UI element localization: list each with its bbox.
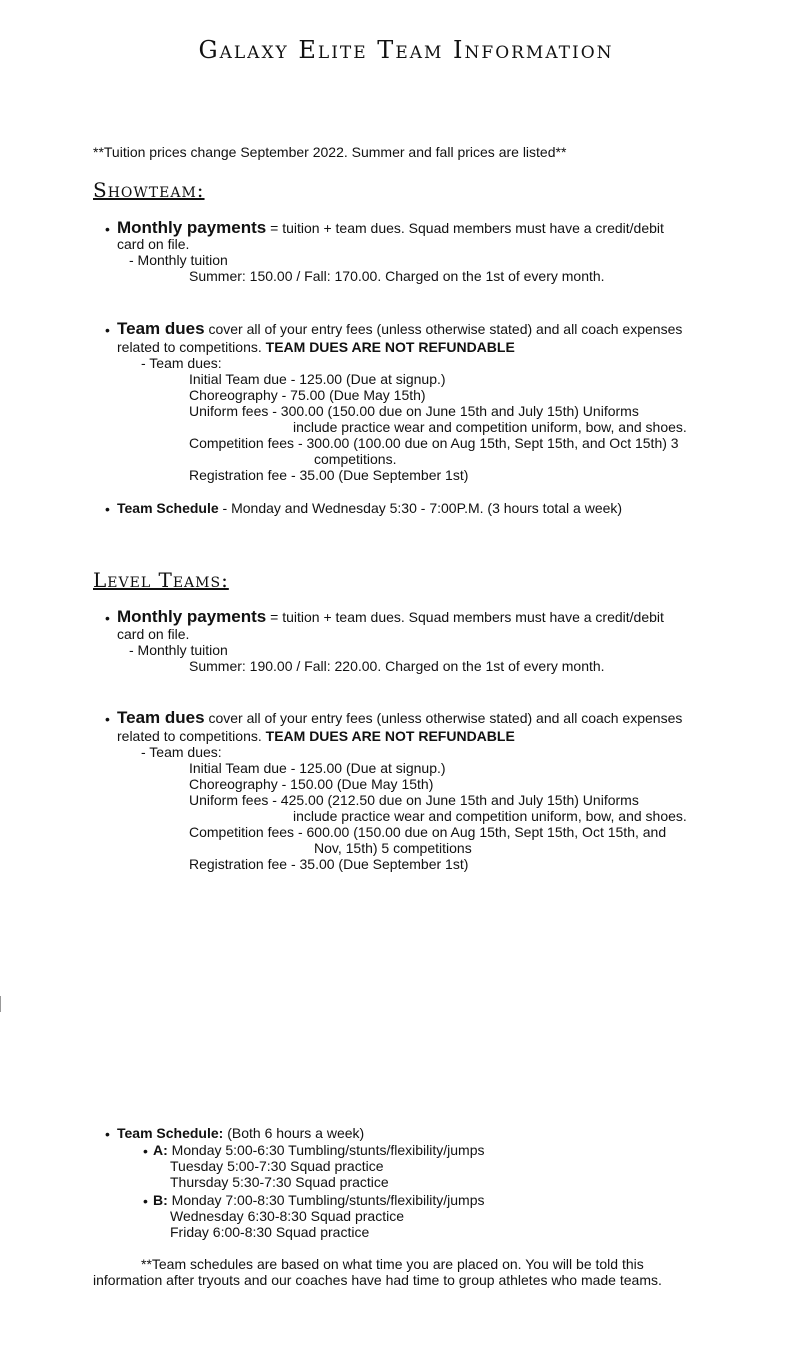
showteam-comp1: Competition fees - 300.00 (100.00 due on Aug 15th, Sept 15th, and Oct 15th) 3 (189, 435, 679, 451)
team-dues-text: cover all of your entry fees (unless otherwise stated) and all coach expenses (204, 321, 683, 337)
showteam-comp2: competitions. (314, 451, 397, 467)
level-dues-line2 (117, 728, 515, 744)
level-uniform2: include practice wear and competition uniform, bow, and shoes. (293, 808, 687, 824)
not-refundable: TEAM DUES ARE NOT REFUNDABLE (265, 339, 515, 355)
monthly-payments-text: = tuition + team dues. Squad members must have a credit/debit (266, 220, 664, 236)
level-comp2: Nov, 15th) 5 competitions (314, 840, 472, 856)
showteam-uniform2: include practice wear and competition uniform, bow, and shoes. (293, 419, 687, 435)
bullet: • (143, 1193, 148, 1209)
monthly-payments-label: Monthly payments (117, 607, 267, 626)
showteam-monthly-sub: - Monthly tuition (129, 252, 228, 268)
schedule-a-line2: Tuesday 5:00-7:30 Squad practice (170, 1158, 384, 1174)
level-heading: Level Teams: (93, 568, 229, 592)
dues-text2: related to competitions. (117, 728, 266, 744)
showteam-registration: Registration fee - 35.00 (Due September 1st) (189, 467, 469, 483)
schedule-b-line2: Wednesday 6:30-8:30 Squad practice (170, 1208, 405, 1224)
group-b-monday: Monday 7:00-8:30 Tumbling/stunts/flexibility/jumps (167, 1192, 485, 1208)
showteam-initial: Initial Team due - 125.00 (Due at signup.) (189, 371, 446, 387)
bullet: • (105, 501, 110, 517)
level-registration: Registration fee - 35.00 (Due September 1st) (189, 856, 469, 872)
group-a-monday: Monday 5:00-6:30 Tumbling/stunts/flexibility/jumps (167, 1142, 485, 1158)
monthly-payments-label: Monthly payments (117, 218, 267, 237)
schedule-text: - Monday and Wednesday 5:30 - 7:00P.M. (3 hours total a week) (218, 500, 623, 516)
schedule-b-line3: Friday 6:00-8:30 Squad practice (170, 1224, 370, 1240)
level-monthly-prices: Summer: 190.00 / Fall: 220.00. Charged on the 1st of every month. (189, 658, 605, 674)
level-comp1: Competition fees - 600.00 (150.00 due on Aug 15th, Sept 15th, Oct 15th, and (189, 824, 667, 840)
showteam-monthly-prices: Summer: 150.00 / Fall: 170.00. Charged on the 1st of every month. (189, 268, 605, 284)
group-b-label: B: (153, 1192, 168, 1208)
bullet: • (143, 1143, 148, 1159)
not-refundable: TEAM DUES ARE NOT REFUNDABLE (265, 728, 515, 744)
bullet: • (105, 322, 110, 338)
tuition-note: **Tuition prices change September 2022. Summer and fall prices are listed** (93, 144, 567, 160)
showteam-dues-line1 (117, 320, 682, 338)
level-monthly-line2: card on file. (117, 626, 190, 642)
schedule-a-line1 (153, 1142, 485, 1158)
showteam-dues-sub: - Team dues: (141, 355, 222, 371)
level-dues-line1 (117, 709, 682, 727)
bullet: • (105, 711, 110, 727)
bullet: • (105, 610, 110, 626)
team-dues-label: Team dues (117, 319, 205, 338)
page-title: Galaxy Elite Team Information (198, 36, 614, 64)
showteam-heading: Showteam: (93, 178, 205, 202)
showteam-monthly-line1 (117, 219, 664, 237)
page-edge-mark (0, 996, 1, 1012)
team-dues-label: Team dues (117, 708, 205, 727)
team-dues-text: cover all of your entry fees (unless otherwise stated) and all coach expenses (204, 710, 683, 726)
level-initial: Initial Team due - 125.00 (Due at signup.) (189, 760, 446, 776)
level-choreo: Choreography - 150.00 (Due May 15th) (189, 776, 434, 792)
showteam-monthly-line2: card on file. (117, 236, 190, 252)
monthly-payments-text: = tuition + team dues. Squad members must have a credit/debit (266, 609, 664, 625)
dues-text2: related to competitions. (117, 339, 266, 355)
schedule-label: Team Schedule: (117, 1125, 224, 1141)
schedule-label: Team Schedule (117, 500, 219, 516)
level-dues-sub: - Team dues: (141, 744, 222, 760)
footer-note-line1: **Team schedules are based on what time you are placed on. You will be told this (141, 1256, 644, 1272)
bullet: • (105, 1126, 110, 1142)
schedule-b-line1 (153, 1192, 485, 1208)
level-monthly-line1 (117, 608, 664, 626)
showteam-choreo: Choreography - 75.00 (Due May 15th) (189, 387, 426, 403)
footer-note-line2: information after tryouts and our coaches have had time to group athletes who made teams. (93, 1272, 662, 1288)
level-monthly-sub: - Monthly tuition (129, 642, 228, 658)
showteam-dues-line2 (117, 339, 515, 355)
showteam-schedule (117, 500, 622, 516)
schedule-text: (Both 6 hours a week) (223, 1125, 365, 1141)
showteam-uniform1: Uniform fees - 300.00 (150.00 due on June 15th and July 15th) Uniforms (189, 403, 639, 419)
group-a-label: A: (153, 1142, 168, 1158)
level-schedule (117, 1125, 364, 1141)
level-uniform1: Uniform fees - 425.00 (212.50 due on June 15th and July 15th) Uniforms (189, 792, 639, 808)
bullet: • (105, 221, 110, 237)
schedule-a-line3: Thursday 5:30-7:30 Squad practice (170, 1174, 389, 1190)
